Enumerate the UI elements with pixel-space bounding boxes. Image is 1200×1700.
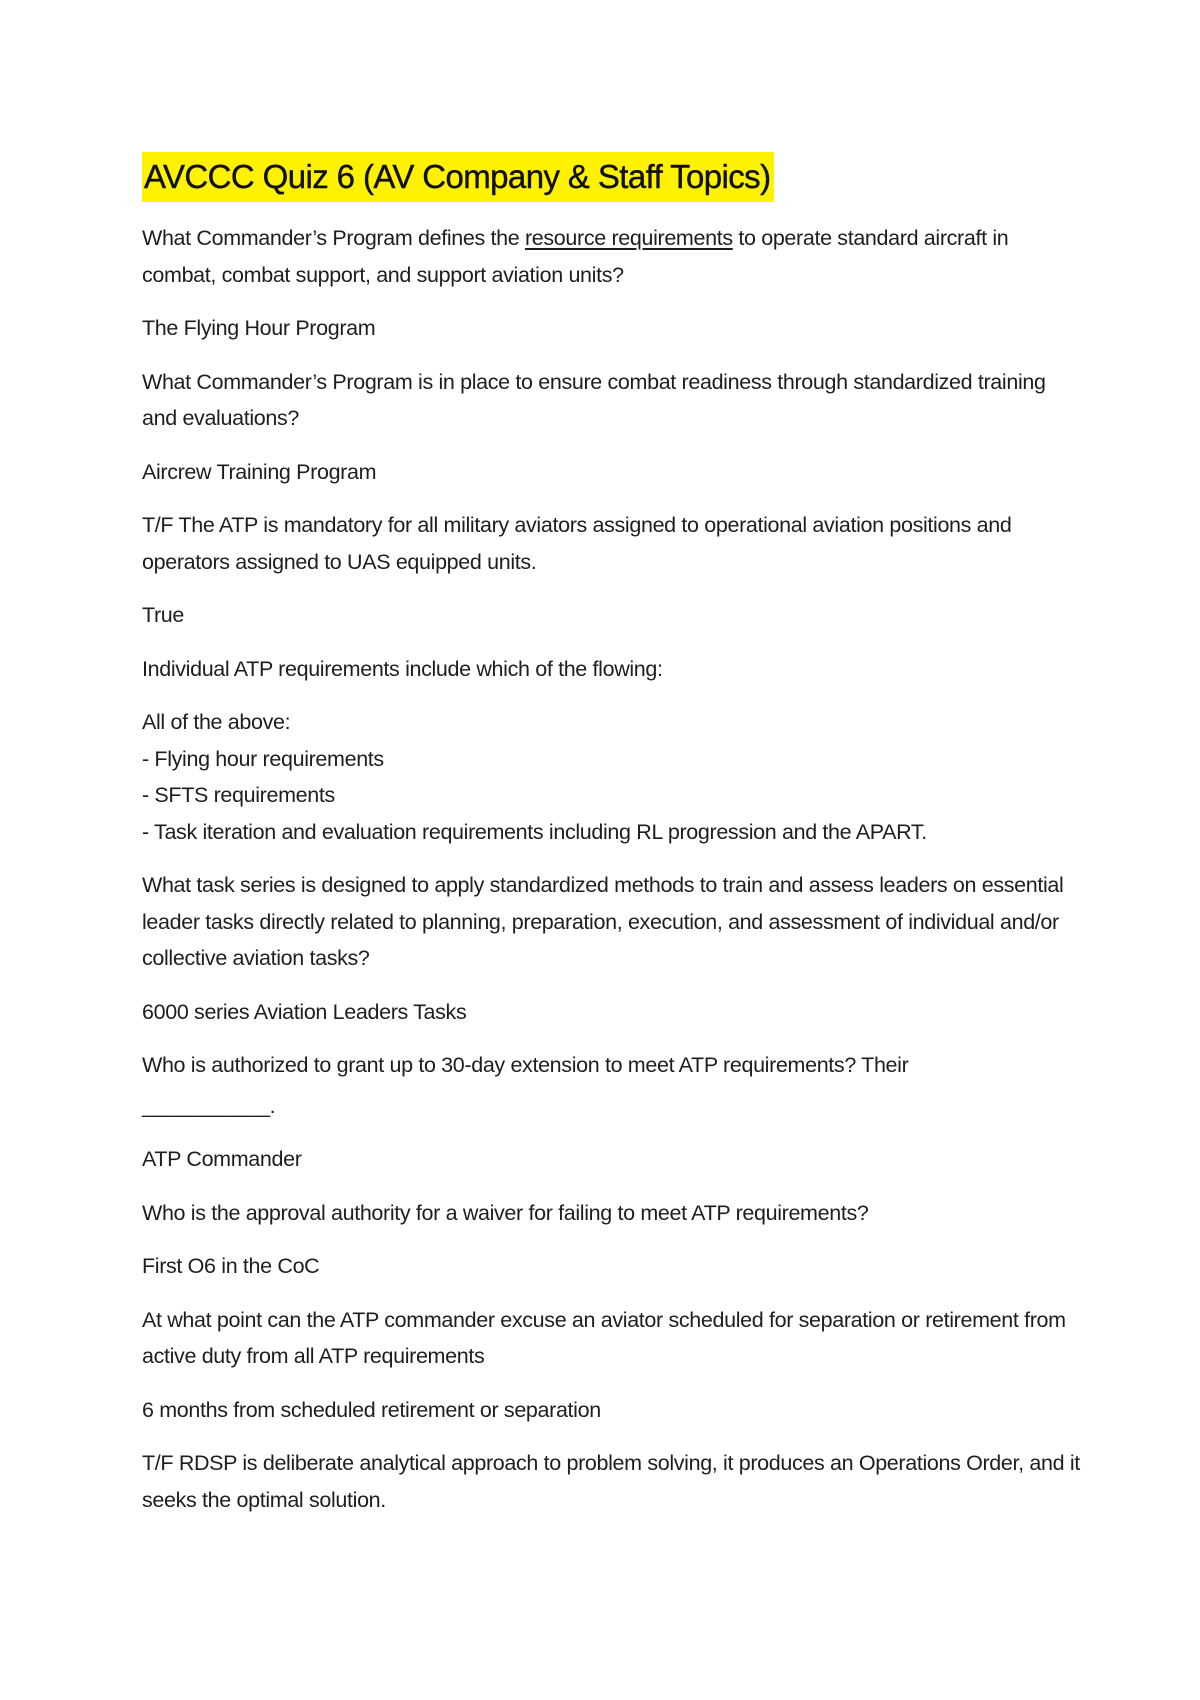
answer-3: True [142, 603, 185, 627]
answer-7: First O6 in the CoC [142, 1254, 320, 1278]
answer-4 [142, 704, 1082, 850]
question-4: Individual ATP requirements include which of the flowing: [142, 656, 663, 681]
question-1-text-before: What Commander’s Program defines the [142, 226, 525, 250]
answer-1: The Flying Hour Program [142, 316, 376, 340]
question-7: Who is the approval authority for a waiver for failing to meet ATP requirements? [142, 1200, 869, 1225]
question-8: At what point can the ATP commander excuse an aviator scheduled for separation or retirement from active duty from all ATP requirements [142, 1307, 1066, 1368]
question-6: Who is authorized to grant up to 30-day extension to meet ATP requirements? Their [142, 1053, 909, 1077]
question-2: What Commander’s Program is in place to ensure combat readiness through standardized training and evaluations? [142, 369, 1046, 430]
answer-8: 6 months from scheduled retirement or separation [142, 1397, 601, 1422]
answer-5: 6000 series Aviation Leaders Tasks [142, 999, 467, 1024]
question-9: T/F RDSP is deliberate analytical approach to problem solving, it produces an Operations Order, and it seeks the optimal solution. [142, 1451, 1080, 1512]
document-title: AVCCC Quiz 6 (AV Company & Staff Topics) [142, 152, 774, 202]
question-1-underlined-text: resource requirements [524, 226, 733, 250]
question-5: What task series is designed to apply standardized methods to train and assess leaders on essential leader tasks directly related to planning, preparation, execution, and assessment of individual and/or collective aviation tasks? [142, 873, 1064, 970]
question-1-text-after: to operate standard aircraft in combat, combat support, and support aviation units? [142, 226, 1009, 287]
answer-4-item: - SFTS requirements [142, 783, 335, 807]
answer-4-lead: All of the above: [142, 710, 291, 734]
question-6-blank: ___________. [142, 1093, 276, 1118]
answer-6: ATP Commander [142, 1147, 302, 1171]
answer-4-item: - Task iteration and evaluation requirements including RL progression and the APART. [142, 819, 927, 844]
answer-2: Aircrew Training Program [142, 459, 377, 484]
document-page [142, 152, 1082, 1535]
question-3: T/F The ATP is mandatory for all military aviators assigned to operational aviation positions and operators assigned to UAS equipped units. [142, 513, 1012, 574]
question-1 [142, 220, 1082, 293]
answer-4-item: - Flying hour requirements [142, 746, 384, 771]
